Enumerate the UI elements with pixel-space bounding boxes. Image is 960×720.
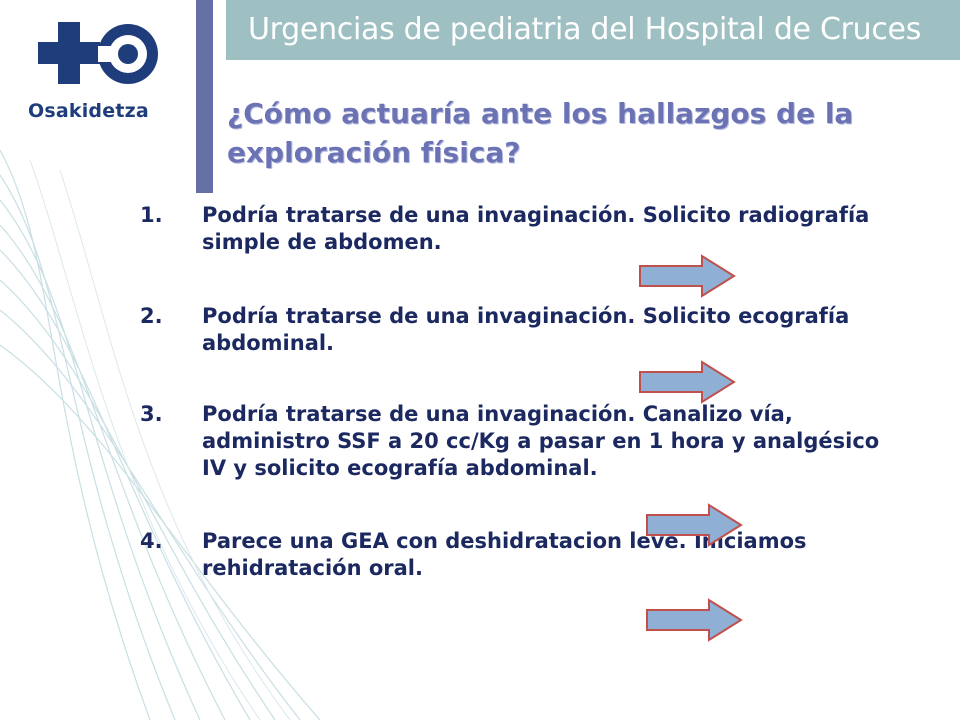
question-heading: ¿Cómo actuaría ante los hallazgos de la exploración física?: [227, 97, 854, 169]
option-number: 2.: [140, 304, 163, 328]
arrow-right-icon[interactable]: [645, 598, 745, 642]
arrow-right-icon[interactable]: [645, 503, 745, 547]
option-text: Podría tratarse de una invaginación. Solicito ecografía abdominal.: [202, 304, 850, 355]
option-text: Podría tratarse de una invaginación. Solicito radiografía simple de abdomen.: [202, 203, 870, 254]
arrow-right-icon[interactable]: [638, 254, 738, 298]
brand-name: Osakidetza: [28, 100, 149, 122]
accent-bar: [196, 0, 213, 193]
option-number: 4.: [140, 529, 163, 553]
option-text: Podría tratarse de una invaginación. Canalizo vía, administro SSF a 20 cc/Kg a pasar en 1 hora y analgésico IV y solicito ecografía abdominal.: [202, 402, 880, 480]
option-text: Parece una GEA con deshidratacion leve. Iniciamos rehidratación oral.: [202, 529, 807, 580]
page-title: Urgencias de pediatria del Hospital de Cruces: [248, 12, 922, 47]
option-number: 3.: [140, 402, 163, 426]
arrow-right-icon[interactable]: [638, 360, 738, 404]
option-number: 1.: [140, 203, 163, 227]
